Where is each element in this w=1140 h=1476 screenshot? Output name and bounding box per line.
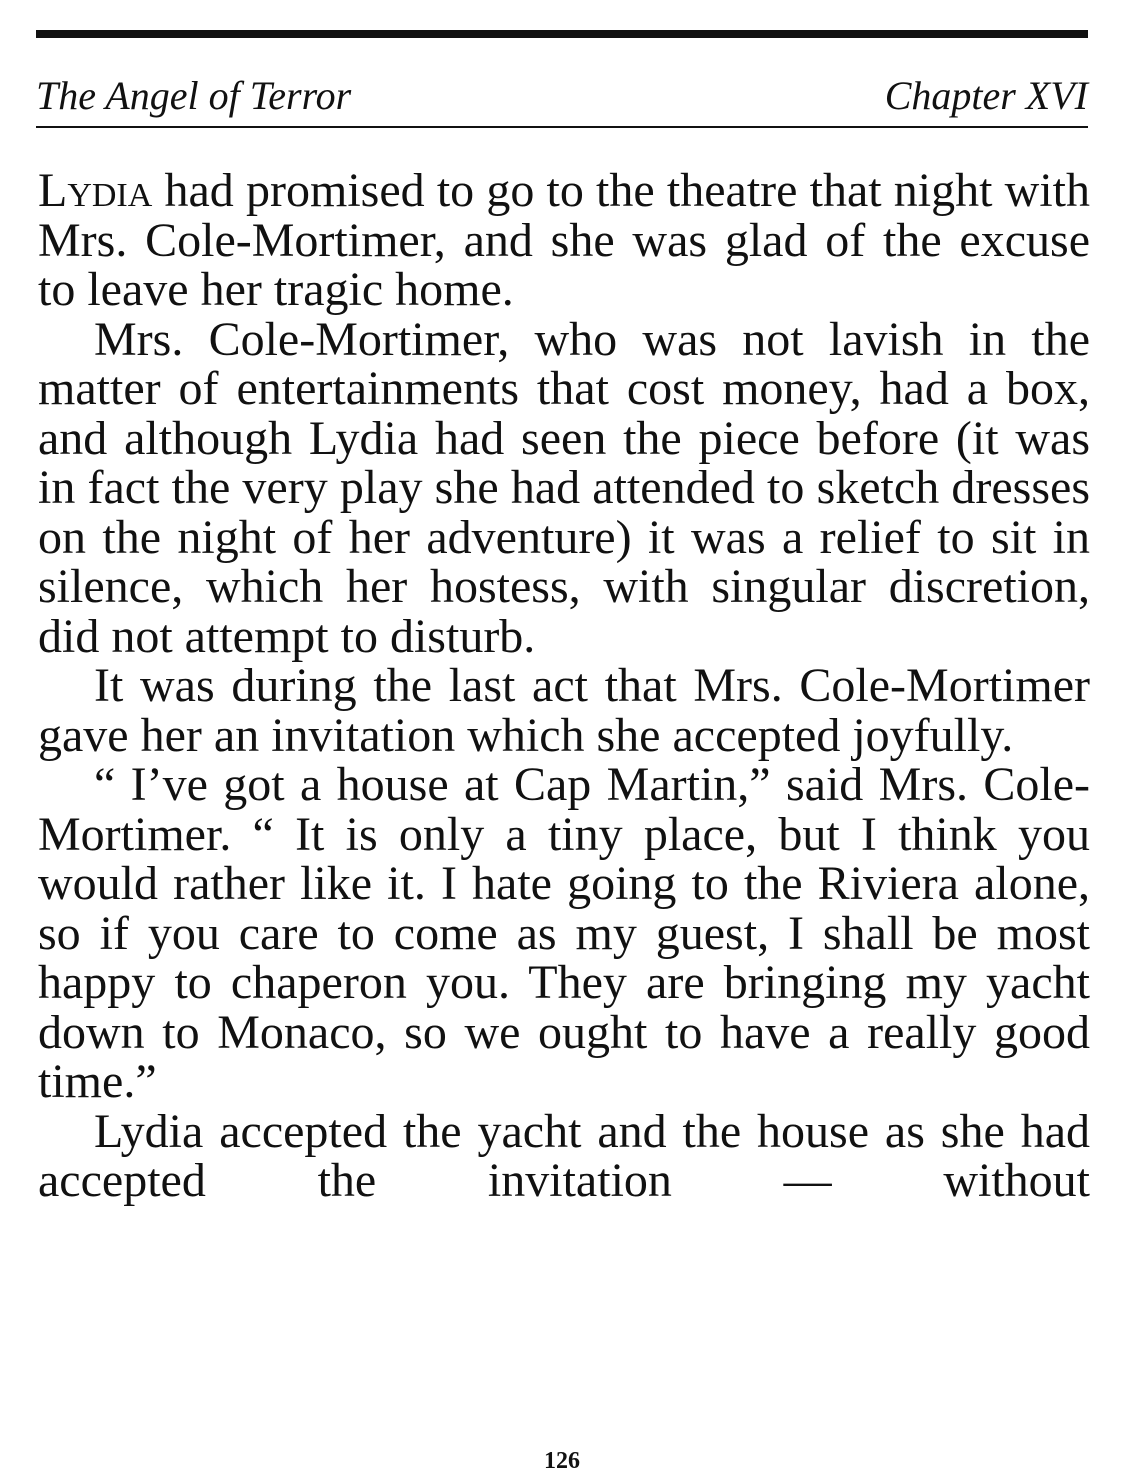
book-title: The Angel of Terror xyxy=(36,73,352,118)
paragraph-4: “ I’ve got a house at Cap Martin,” said Mrs. Cole-Mortimer. “ It is only a tiny place, but I think you would rather like it. I hate going to the Riviera alone, so if you care to come as my guest, I shall be most happy to chaperon you. They are bringing my yacht down to Monaco, so we ought to have a really good time.” xyxy=(38,758,1090,1108)
page-number: 126 xyxy=(544,1448,580,1474)
paragraph-5: Lydia accepted the yacht and the house as she had accepted the invitation — without xyxy=(38,1104,1090,1207)
header-rule xyxy=(36,126,1088,128)
paragraph-2: Mrs. Cole-Mortimer, who was not lavish in the matter of entertainments that cost money, had a box, and although Lydia had seen the piece before (it was in fact the very play she had attended to sketch dresses on the night of her adventure) it was a relief to sit in silence, which her hostess, with singular discretion, did not attempt to disturb. xyxy=(38,312,1090,663)
body-text xyxy=(38,166,1090,1206)
running-head xyxy=(36,68,1088,124)
book-page xyxy=(36,30,1090,1474)
top-rule xyxy=(36,30,1088,38)
paragraph-1 xyxy=(38,166,1090,315)
paragraph-1-text: had promised to go to the theatre that night with Mrs. Cole-Mortimer, and she was glad of the excuse to leave her tragic home. xyxy=(38,164,1090,316)
chapter-label: Chapter XVI xyxy=(884,73,1088,118)
paragraph-1-lead: Lydia xyxy=(38,164,153,217)
paragraph-3: It was during the last act that Mrs. Cole-Mortimer gave her an invitation which she accepted joyfully. xyxy=(38,659,1090,762)
